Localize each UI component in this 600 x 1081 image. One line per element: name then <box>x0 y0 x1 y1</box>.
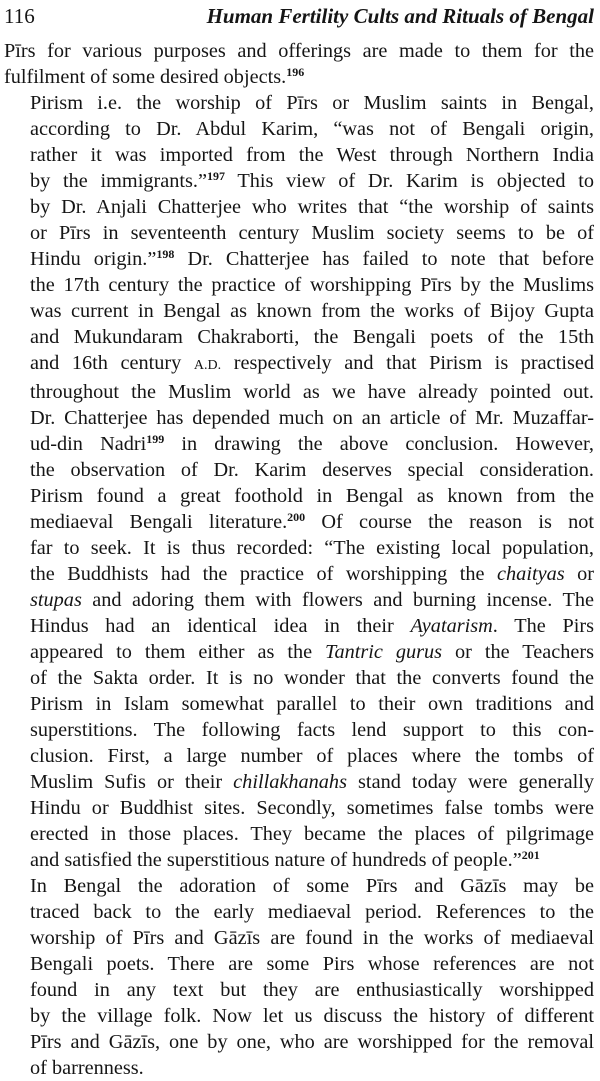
text-line: the 17th century the practice of worshipping Pīrs by the Muslims <box>30 274 594 296</box>
footnote-reference: 200 <box>287 510 306 524</box>
text-line: and 16th century A.D. respectively and that Pirism is practised <box>30 352 594 374</box>
text-line: mediaeval Bengali literature.$^{200}$ Of course the reason is not <box>30 510 594 533</box>
italic-term: chaityas <box>497 563 565 585</box>
footnote-reference: 199 <box>146 432 165 446</box>
text-line: Hindu or Buddhist sites. Secondly, sometimes false tombs were <box>30 797 594 819</box>
text-line: throughout the Muslim world as we have already pointed out. <box>30 381 594 403</box>
page-header <box>4 0 594 38</box>
text-line: traced back to the early mediaeval period. References to the <box>30 901 594 923</box>
small-caps-text: A.D. <box>193 358 222 373</box>
text-line: ud-din Nadri$^{199}$ in drawing the above conclusion. However, <box>30 432 595 455</box>
text-line: rather it was imported from the West through Northern India <box>30 144 594 166</box>
text-line: fulfilment of some desired objects.$^{196}$ <box>4 65 305 88</box>
footnote-reference: 197 <box>206 169 225 183</box>
text-line: was current in Bengal as known from the works of Bijoy Gupta <box>30 300 594 322</box>
text-line: found in any text but they are enthusiastically worshipped <box>30 979 594 1001</box>
italic-term: Tantric gurus <box>325 641 443 663</box>
text-line: superstitions. The following facts lend support to this con- <box>30 719 594 741</box>
running-title: Human Fertility Cults and Rituals of Bengal <box>206 4 594 28</box>
text-line: In Bengal the adoration of some Pīrs and Gāzīs may be <box>30 875 594 897</box>
text-line: Hindus had an identical idea in their Ayatarism. The Pirs <box>30 615 595 637</box>
text-line: appeared to them either as the Tantric gurus or the Teachers <box>30 641 594 663</box>
text-line: or Pīrs in seventeenth century Muslim society seems to be of <box>30 222 594 244</box>
text-line: Pirism i.e. the worship of Pīrs or Muslim saints in Bengal, <box>30 92 594 114</box>
italic-term: chillakhanahs <box>233 771 347 793</box>
paragraph-3 <box>4 873 594 1081</box>
text-line: the observation of Dr. Karim deserves special consideration. <box>30 459 594 481</box>
text-line: by the immigrants.”$^{197}$ This view of Dr. Karim is objected to <box>30 169 595 192</box>
book-page <box>4 0 594 1081</box>
text-line: Pirism in Islam somewhat parallel to their own traditions and <box>30 693 594 715</box>
text-line: clusion. First, a large number of places where the tombs of <box>30 745 594 767</box>
text-line: Dr. Chatterjee has depended much on an article of Mr. Muzaffar- <box>30 407 594 429</box>
footnote-reference: 198 <box>156 247 175 261</box>
italic-term: Ayatarism <box>410 615 493 637</box>
paragraph-2 <box>4 90 594 873</box>
text-line: by the village folk. Now let us discuss the history of different <box>30 1005 594 1027</box>
text-line: and Mukundaram Chakraborti, the Bengali poets of the 15th <box>30 326 594 348</box>
text-line: stupas and adoring them with flowers and burning incense. The <box>30 589 594 611</box>
text-line: by Dr. Anjali Chatterjee who writes that “the worship of saints <box>30 196 594 218</box>
footnote-reference: 196 <box>286 65 305 79</box>
text-line: Bengali poets. There are some Pirs whose references are not <box>30 953 594 975</box>
text-line: Pīrs for various purposes and offerings are made to them for the <box>4 40 594 62</box>
italic-term: stupas <box>30 589 82 611</box>
text-line: Hindu origin.”$^{198}$ Dr. Chatterjee has failed to note that before <box>30 247 594 270</box>
text-line: Muslim Sufis or their chillakhanahs stand today were generally <box>30 771 594 793</box>
text-line: erected in those places. They became the places of pilgrimage <box>30 823 594 845</box>
text-line: of the Sakta order. It is no wonder that the converts found the <box>30 667 594 689</box>
paragraph-1 <box>4 38 594 90</box>
body-text <box>4 38 594 1081</box>
text-line: far to seek. It is thus recorded: “The existing local population, <box>30 537 594 559</box>
text-line: Pīrs and Gāzīs, one by one, who are worshipped for the removal <box>30 1031 594 1053</box>
text-line: and satisfied the superstitious nature of hundreds of people.”$^{201}$ <box>30 848 540 871</box>
text-line: according to Dr. Abdul Karim, “was not of Bengali origin, <box>30 118 594 140</box>
text-line: the Buddhists had the practice of worshipping the chaityas or <box>30 563 594 585</box>
text-line: worship of Pīrs and Gāzīs are found in the works of mediaeval <box>30 927 594 949</box>
text-line: Pirism found a great foothold in Bengal as known from the <box>30 485 594 507</box>
footnote-reference: 201 <box>521 848 540 862</box>
text-line: of barrenness. <box>30 1057 144 1079</box>
page-number: 116 <box>4 4 35 28</box>
